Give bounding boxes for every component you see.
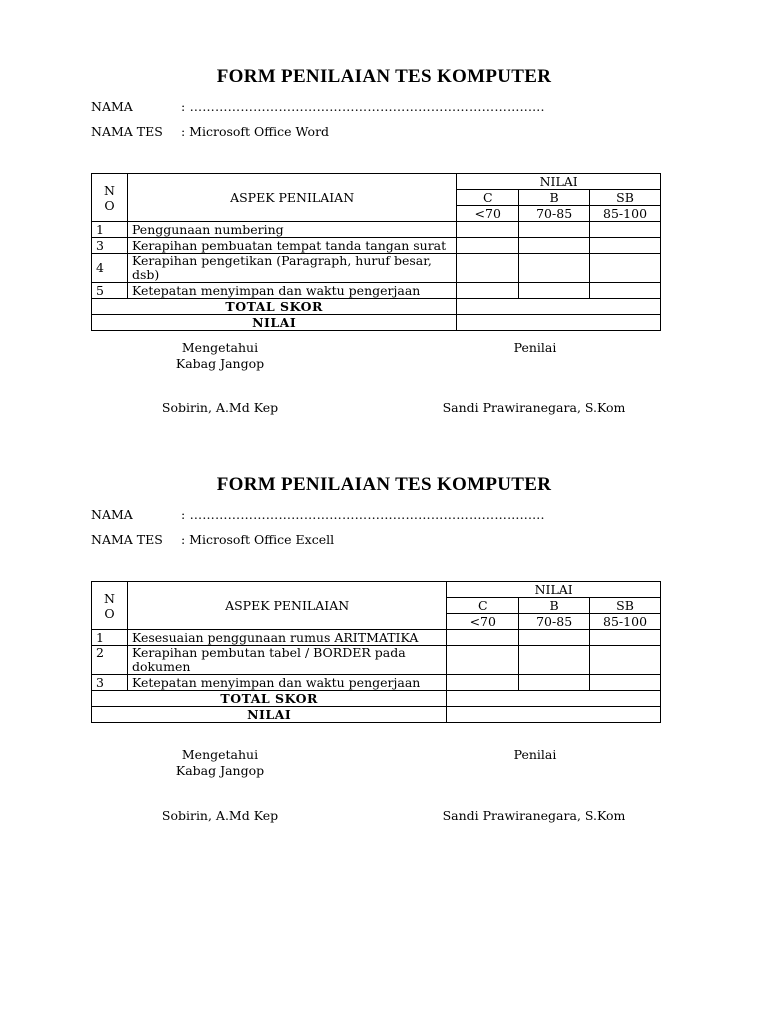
form2-range-c: <70 [447,614,519,630]
form1-nama-label: NAMA [91,99,133,114]
score-cell-sb[interactable] [590,646,661,675]
form2-total-label: TOTAL SKOR [92,691,447,707]
form2-nama-row [91,507,545,522]
form1-col-c: C [457,190,519,206]
form2-range-b: 70-85 [519,614,590,630]
score-cell-c[interactable] [457,222,519,238]
form1-score-table [91,173,661,331]
form1-sig-left-line2: Kabag Jangop [175,356,265,371]
form1-sig-left-line1: Mengetahui [181,340,259,355]
score-cell-c[interactable] [457,283,519,299]
table-row [92,646,661,675]
row-aspek: Kesesuaian penggunaan rumus ARITMATIKA [127,630,446,646]
row-aspek: Ketepatan menyimpan dan waktu pengerjaan [127,675,446,691]
form2-tes-label: NAMA TES [91,532,163,547]
form2-nilai-label: NILAI [92,707,447,723]
form1-nilai-value[interactable] [457,315,661,331]
form1-sig-left [160,340,280,372]
form2-title: FORM PENILAIAN TES KOMPUTER [216,474,552,495]
row-aspek: Kerapihan pembutan tabel / BORDER pada dokumen [127,646,446,675]
score-cell-b[interactable] [519,283,590,299]
form2-nilai-value[interactable] [447,707,661,723]
form1-sig-left-name: Sobirin, A.Md Kep [161,400,279,415]
row-no: 3 [92,675,128,691]
form1-no-header: N O [92,174,128,222]
form2-col-c: C [447,598,519,614]
form2-tes-value: : Microsoft Office Excell [181,532,335,547]
row-no: 1 [92,222,128,238]
form2-nama-value[interactable]: : …………………………………………………………………......... [181,507,545,522]
form1-sig-right-name: Sandi Prawiranegara, S.Kom [442,400,626,415]
form2-sig-left-name: Sobirin, A.Md Kep [161,808,279,823]
form2-col-sb: SB [590,598,661,614]
form1-range-sb: 85-100 [590,206,661,222]
form2-sig-left-line1: Mengetahui [181,747,259,762]
score-cell-c[interactable] [457,238,519,254]
form2-sig-left-line2: Kabag Jangop [175,763,265,778]
form2-nilai-header: NILAI [447,582,661,598]
row-aspek: Ketepatan menyimpan dan waktu pengerjaan [127,283,456,299]
row-aspek: Kerapihan pembuatan tempat tanda tangan surat [127,238,456,254]
table-row [92,283,661,299]
score-cell-sb[interactable] [590,630,661,646]
form2-sig-right-name: Sandi Prawiranegara, S.Kom [442,808,626,823]
score-cell-c[interactable] [447,646,519,675]
form2-no-header: N O [92,582,128,630]
form1-col-sb: SB [590,190,661,206]
row-no: 1 [92,630,128,646]
score-cell-b[interactable] [519,254,590,283]
table-row [92,254,661,283]
row-no: 4 [92,254,128,283]
form1-nama-value[interactable]: : …………………………………………………………………......... [181,99,545,114]
form1-tes-row [91,124,329,139]
row-no: 5 [92,283,128,299]
score-cell-b[interactable] [519,646,590,675]
score-cell-b[interactable] [519,222,590,238]
row-no: 2 [92,646,128,675]
row-aspek: Penggunaan numbering [127,222,456,238]
form1-aspek-header: ASPEK PENILAIAN [127,174,456,222]
form2-col-b: B [519,598,590,614]
form1-total-value[interactable] [457,299,661,315]
score-cell-sb[interactable] [590,675,661,691]
form2-sig-right: Penilai [513,747,557,762]
form1-nilai-label: NILAI [92,315,457,331]
row-no: 3 [92,238,128,254]
score-cell-b[interactable] [519,630,590,646]
form1-sig-right: Penilai [513,340,557,355]
form2-aspek-header: ASPEK PENILAIAN [127,582,446,630]
form2-range-sb: 85-100 [590,614,661,630]
form1-nama-row [91,99,545,114]
form1-tes-value: : Microsoft Office Word [181,124,330,139]
form1-tes-label: NAMA TES [91,124,163,139]
form2-total-value[interactable] [447,691,661,707]
score-cell-sb[interactable] [590,254,661,283]
form2-score-table [91,581,661,723]
score-cell-c[interactable] [447,675,519,691]
table-row [92,630,661,646]
form2-sig-left [160,747,280,779]
form1-title: FORM PENILAIAN TES KOMPUTER [216,66,552,87]
form1-total-label: TOTAL SKOR [92,299,457,315]
score-cell-b[interactable] [519,238,590,254]
score-cell-c[interactable] [457,254,519,283]
form1-range-b: 70-85 [519,206,590,222]
table-row [92,222,661,238]
score-cell-sb[interactable] [590,222,661,238]
score-cell-c[interactable] [447,630,519,646]
row-aspek: Kerapihan pengetikan (Paragraph, huruf besar, dsb) [127,254,456,283]
form1-range-c: <70 [457,206,519,222]
form1-col-b: B [519,190,590,206]
form1-nilai-header: NILAI [457,174,661,190]
score-cell-b[interactable] [519,675,590,691]
table-row [92,238,661,254]
score-cell-sb[interactable] [590,238,661,254]
form2-nama-label: NAMA [91,507,133,522]
form2-tes-row [91,532,334,547]
table-row [92,675,661,691]
score-cell-sb[interactable] [590,283,661,299]
